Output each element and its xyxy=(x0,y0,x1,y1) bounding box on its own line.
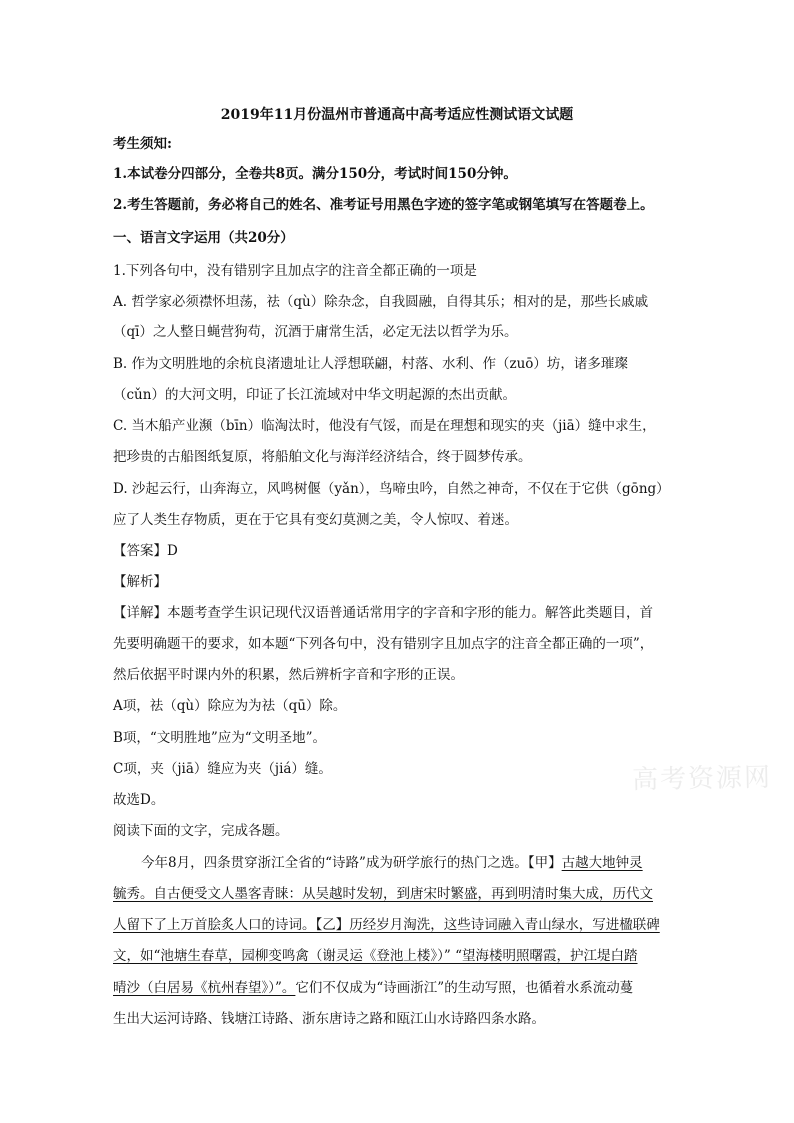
passage-line-3 xyxy=(113,915,660,935)
passage-underlined-text: 晴沙（白居易《杭州春望》）”。 xyxy=(113,980,296,996)
page-title: 2019年11月份温州市普通高中高考适应性测试语文试题 xyxy=(220,107,574,123)
option-d-line-2: 应了人类生存物质，更在于它具有变幻莫测之美，令人惊叹、着迷。 xyxy=(113,512,518,528)
passage-underlined-text: 人留下了上万首脍炙人口的诗词。 xyxy=(113,917,316,933)
question-stem: 1.下列各句中，没有错别字且加点字的注音全都正确的一项是 xyxy=(113,263,477,279)
detail-line-1: 【详解】本题考查学生识记现代汉语普通话常用字的字音和字形的能力。解答此类题目，首 xyxy=(113,605,653,621)
fix-c: C项，夹（jiā）缝应为夹（jiá）缝。 xyxy=(113,761,332,777)
passage-line-4: 文，如“池塘生春草，园柳变鸣禽（谢灵运《登池上楼》）” “望海楼明照曙霞，护江堤白踏 xyxy=(113,948,638,964)
option-a-line-1: A. 哲学家必须襟怀坦荡，祛（qù）除杂念，自我圆融，自得其乐；相对的是，那些长戚戚 xyxy=(113,294,649,310)
passage-underlined-text: 自古便受文人墨客青睐：从吴越时发轫，到唐宋时繁盛，再到明清时集大成，历代文 xyxy=(153,886,653,902)
passage-line-6: 生出大运河诗路、钱塘江诗路、浙东唐诗之路和瓯江山水诗路四条水路。 xyxy=(113,1011,545,1027)
analysis-label: 【解析】 xyxy=(113,574,167,590)
passage-line-2 xyxy=(113,884,653,904)
option-b-line-1: B. 作为文明胜地的余杭良渚遗址让人浮想联翩，村落、水利、作（zuō）坊，诸多璀璨 xyxy=(113,356,628,372)
passage-underlined-text: 毓秀。 xyxy=(113,886,154,902)
option-b-line-2: （cǔn）的大河文明，印证了长江流域对中华文明起源的杰出贡献。 xyxy=(113,387,516,403)
option-a-line-2: （qī）之人整日蝇营狗苟，沉酒于庸常生活，必定无法以哲学为乐。 xyxy=(113,324,518,340)
option-d-line-1: D. 沙起云行，山奔海立，风鸣树偃（yǎn），鸟啼虫吟，自然之神奇，不仅在于它供（gōng） xyxy=(113,481,670,497)
answer-label: 【答案】D xyxy=(113,543,178,559)
passage-line-1 xyxy=(141,853,643,873)
notice-item-2: 2.考生答题前，务必将自己的姓名、准考证号用黑色字迹的签字笔或钢笔填写在答题卷上。 xyxy=(113,197,654,213)
section-heading: 一、语言文字运用（共20分） xyxy=(113,230,294,246)
option-c-line-1: C. 当木船产业濒（bīn）临淘汰时，他没有气馁，而是在理想和现实的夹（jiā）缝中求生， xyxy=(113,418,656,434)
detail-line-2: 先要明确题干的要求，如本题“下列各句中，没有错别字且加点字的注音全都正确的一项”， xyxy=(113,636,654,652)
passage-underlined-text: 【乙】历经岁月淘洗，这些诗词融入青山绿水，写进楹联碑 xyxy=(315,917,660,933)
fix-a: A项，祛（qù）除应为为祛（qū）除。 xyxy=(113,698,347,714)
notice-heading: 考生须知: xyxy=(113,136,172,152)
notice-item-1: 1.本试卷分四部分，全卷共8页。满分150分，考试时间150分钟。 xyxy=(113,166,517,182)
passage-text: 它们不仅成为“诗画浙江”的生动写照，也循着水系流动蔓 xyxy=(295,980,634,996)
passage-line-5 xyxy=(113,978,633,998)
choose-answer: 故选D。 xyxy=(113,792,165,808)
fix-b: B项，“文明胜地”应为“文明圣地”。 xyxy=(113,730,327,746)
reading-intro: 阅读下面的文字，完成各题。 xyxy=(113,823,289,839)
option-c-line-2: 把珍贵的古船图纸复原，将船舶文化与海洋经济结合，终于圆梦传承。 xyxy=(113,449,532,465)
passage-text: 今年8月，四条贯穿浙江全省的“诗路”成为研学旅行的热门之选。【甲】 xyxy=(141,855,562,871)
watermark: 高考资源网 xyxy=(631,762,773,796)
passage-underlined-text: 古越大地钟灵 xyxy=(561,855,643,871)
detail-line-3: 然后依据平时课内外的积累，然后辨析字音和字形的正误。 xyxy=(113,667,464,683)
